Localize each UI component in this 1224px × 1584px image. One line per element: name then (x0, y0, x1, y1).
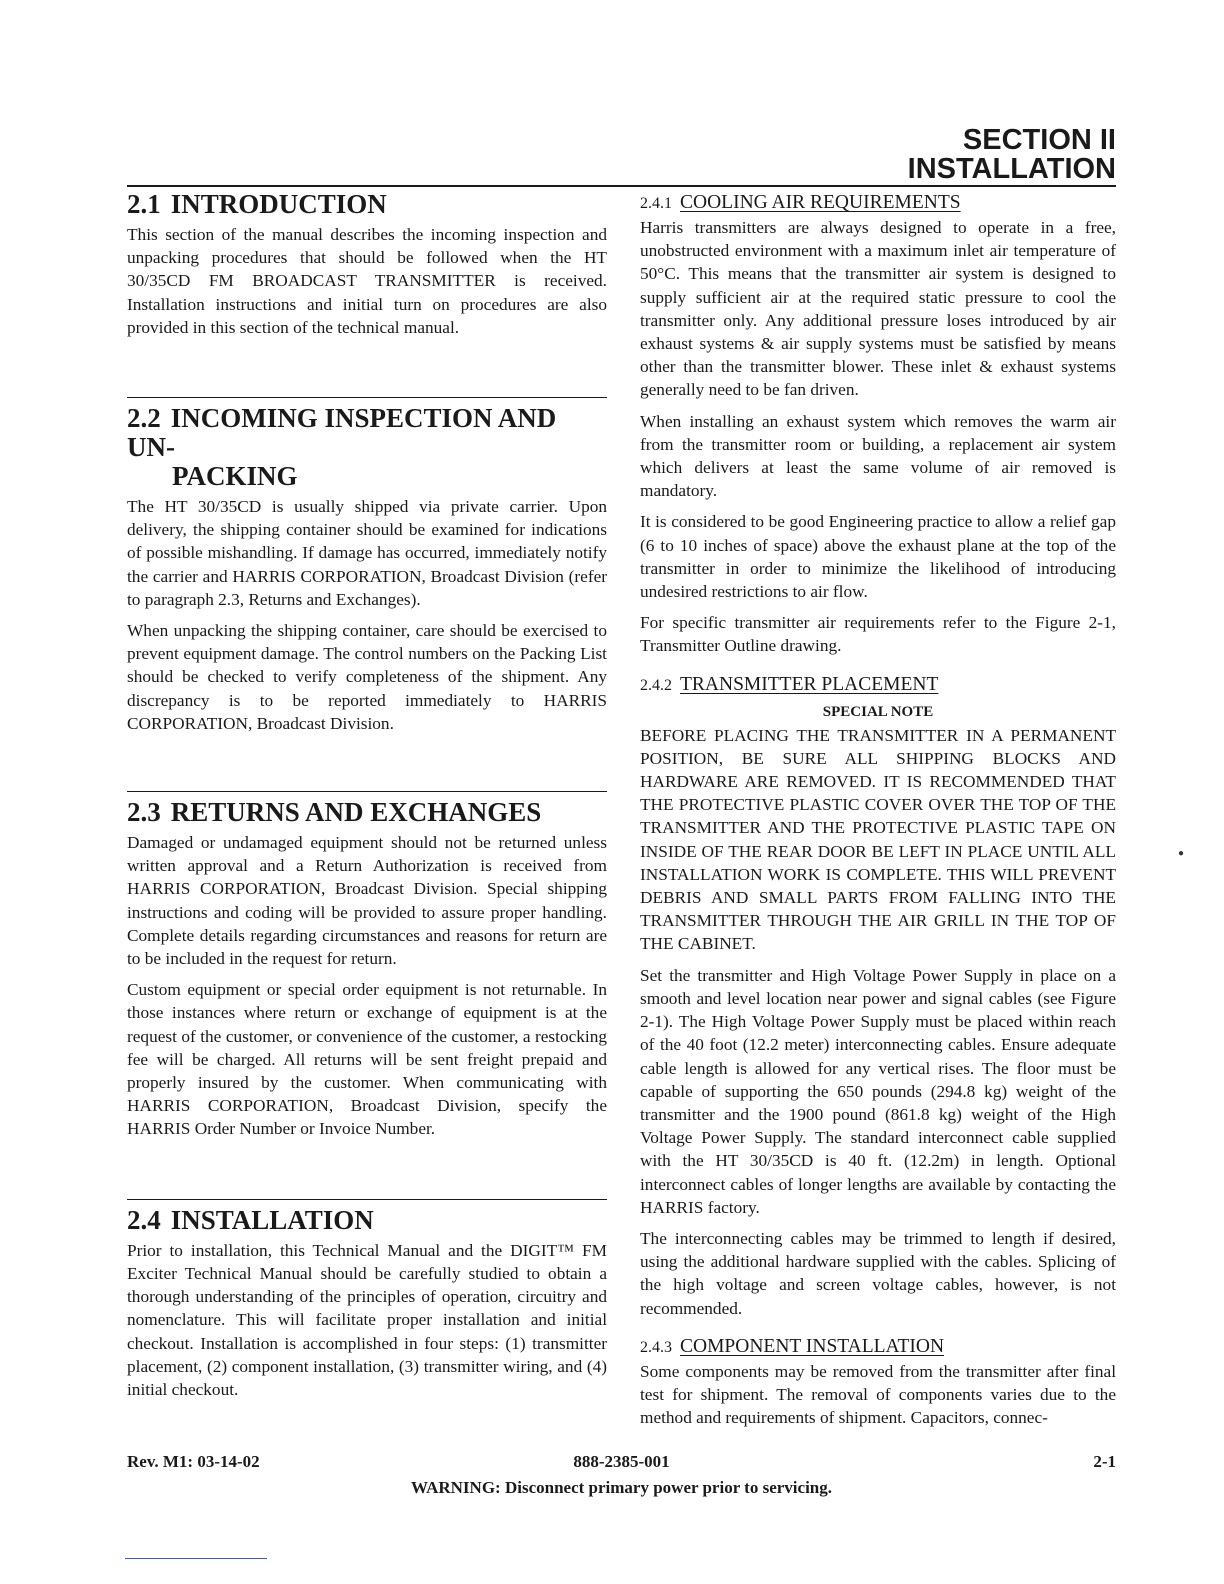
revision-label: Rev. M1: 03-14-02 (127, 1452, 260, 1471)
paragraph: Damaged or undamaged equipment should not be returned unless written approval and a Return Authorization is received from HARRIS CORPORATION, Broadcast Division. Special shipping instructions and coding will be provided to assure proper handling. Complete details regarding circumstances and reasons for return are to be included in the request for return. (127, 833, 607, 969)
section-number: SECTION II (962, 124, 1116, 156)
heading-title-continued: PACKING (172, 461, 298, 492)
heading-title: INCOMING INSPECTION AND UN- (127, 403, 557, 463)
heading-title: COMPONENT INSTALLATION (680, 1335, 945, 1357)
section-rule (127, 397, 607, 398)
heading-number: 2.4.3 (640, 1338, 672, 1356)
paragraph: It is considered to be good Engineering practice to allow a relief gap (6 to 10 inches of space) above the exhaust plane at the top of the transmitter in order to minimize the likelihood of introducing undesired restrictions to air flow. (640, 512, 1116, 602)
heading-number: 2.2 (127, 403, 161, 434)
section-2-4-3-heading (640, 1334, 1116, 1360)
section-2-4-2 (640, 672, 1116, 1320)
heading-title: INSTALLATION (170, 1204, 374, 1235)
section-2-3-heading (127, 798, 607, 827)
section-title: INSTALLATION (907, 153, 1116, 185)
section-2-4-3 (640, 1334, 1116, 1430)
paragraph: Prior to installation, this Technical Manual and the DIGIT™ FM Exciter Technical Manual should be carefully studied to obtain a thorough understanding of the principles of operation, circuitry and nomenclature. This will facilitate proper installation and initial checkout. Installation is accomplished in four steps: (1) transmitter placement, (2) component installation, (3) transmitter wiring, and (4) initial checkout. (127, 1240, 607, 1399)
section-2-4-1-heading (640, 190, 1116, 216)
paragraph: This section of the manual describes the incoming inspection and unpacking procedures that should be followed when the HT 30/35CD FM BROADCAST TRANSMITTER is received. Installation instructions and initial turn on procedures are also provided in this section of the technical manual. (127, 225, 607, 337)
warning-text: WARNING: Disconnect primary power prior to servicing. (410, 1478, 832, 1497)
page-number: 2-1 (1093, 1452, 1116, 1471)
paragraph: When unpacking the shipping container, care should be exercised to prevent equipment damage. The control numbers on the Packing List should be checked to verify completeness of the shipment. Any discrepancy is to be reported immediately to HARRIS CORPORATION, Broadcast Division. (127, 621, 607, 733)
bottom-link-rule (125, 1558, 267, 1559)
document-number: 888-2385-001 (573, 1452, 670, 1471)
section-2-1-heading (127, 190, 607, 219)
paragraph: The HT 30/35CD is usually shipped via private carrier. Upon delivery, the shipping container should be examined for indications of possible mishandling. If damage has occurred, immediately notify the carrier and HARRIS CORPORATION, Broadcast Division (refer to paragraph 2.3, Returns and Exchanges). (127, 497, 607, 609)
heading-number: 2.3 (127, 797, 161, 828)
section-header (908, 126, 1116, 184)
left-column (127, 186, 607, 1409)
paragraph: Some components may be removed from the transmitter after final test for shipment. The removal of components varies due to the method and requirements of shipment. Capacitors, connec- (640, 1361, 1116, 1428)
section-2-4-heading (127, 1206, 607, 1235)
heading-title: COOLING AIR REQUIREMENTS (680, 192, 961, 213)
heading-title: RETURNS AND EXCHANGES (170, 797, 542, 828)
section-2-2-heading (127, 404, 607, 491)
paragraph: When installing an exhaust system which removes the warm air from the transmitter room or building, a replacement air system which delivers at least the same volume of air removed is mandatory. (640, 411, 1116, 501)
section-rule (127, 791, 607, 792)
section-2-3 (127, 791, 607, 1141)
heading-number: 2.4.2 (640, 676, 672, 694)
section-2-4-1 (640, 190, 1116, 658)
heading-number: 2.4 (127, 1204, 161, 1235)
heading-number: 2.4.1 (640, 195, 672, 212)
paragraph: The interconnecting cables may be trimmed to length if desired, using the additional hardware supplied with the cables. Splicing of the high voltage and screen voltage cables, however, is not recommended. (640, 1228, 1116, 1318)
section-rule (127, 1199, 607, 1200)
special-note-text: BEFORE PLACING THE TRANSMITTER IN A PERMANENT POSITION, BE SURE ALL SHIPPING BLOCKS AND HARDWARE ARE REMOVED. IT IS RECOMMENDED THAT THE PROTECTIVE PLASTIC COVER OVER THE TOP OF THE TRANSMITTER AND THE PROTECTIVE PLASTIC TAPE ON INSIDE OF THE REAR DOOR BE LEFT IN PLACE UNTIL ALL INSTALLATION WORK IS COMPLETE. THIS WILL PREVENT DEBRIS AND SMALL PARTS FROM FALLING INTO THE TRANSMITTER THROUGH THE AIR GRILL IN THE TOP OF THE CABINET. (640, 725, 1116, 954)
section-2-2 (127, 397, 607, 735)
section-2-4-2-heading (640, 672, 1116, 698)
paragraph: Custom equipment or special order equipment is not returnable. In those instances where return or exchange of equipment is at the request of the customer, or convenience of the customer, a restocking fee will be charged. All returns will be sent freight prepaid and properly insured by the customer. When communicating with HARRIS CORPORATION, Broadcast Division, specify the HARRIS Order Number or Invoice Number. (127, 980, 607, 1139)
paragraph: Harris transmitters are always designed to operate in a free, unobstructed environment with a maximum inlet air temperature of 50°C. This means that the transmitter air system is designed to supply sufficient air at the required static pressure to cool the transmitter only. Any additional pressure loses introduced by air exhaust systems & air supply systems must be satisfied by means other than the transmitter blower. These inlet & exhaust systems generally need to be fan driven. (640, 218, 1116, 400)
paragraph: Set the transmitter and High Voltage Power Supply in place on a smooth and level location near power and signal cables (see Figure 2-1). The High Voltage Power Supply must be placed within reach of the 40 foot (12.2 meter) interconnecting cables. Ensure adequate cable length is allowed for any vertical rises. The floor must be capable of supporting the 650 pounds (294.8 kg) weight of the transmitter and the 1900 pound (861.8 kg) weight of the High Voltage Power Supply. The standard interconnect cable supplied with the HT 30/35CD is 40 ft. (12.2m) in length. Optional interconnect cables of longer lengths are available by contacting the HARRIS factory. (640, 965, 1116, 1217)
heading-number: 2.1 (127, 189, 161, 219)
heading-title: TRANSMITTER PLACEMENT (680, 673, 939, 695)
right-column (640, 186, 1116, 1437)
special-note-title: SPECIAL NOTE (822, 703, 934, 720)
bullet-icon: ● (1178, 848, 1185, 859)
section-2-4 (127, 1199, 607, 1401)
paragraph: For specific transmitter air requirements refer to the Figure 2-1, Transmitter Outline drawing. (640, 613, 1116, 656)
section-2-1 (127, 190, 607, 339)
heading-title: INTRODUCTION (170, 189, 387, 219)
